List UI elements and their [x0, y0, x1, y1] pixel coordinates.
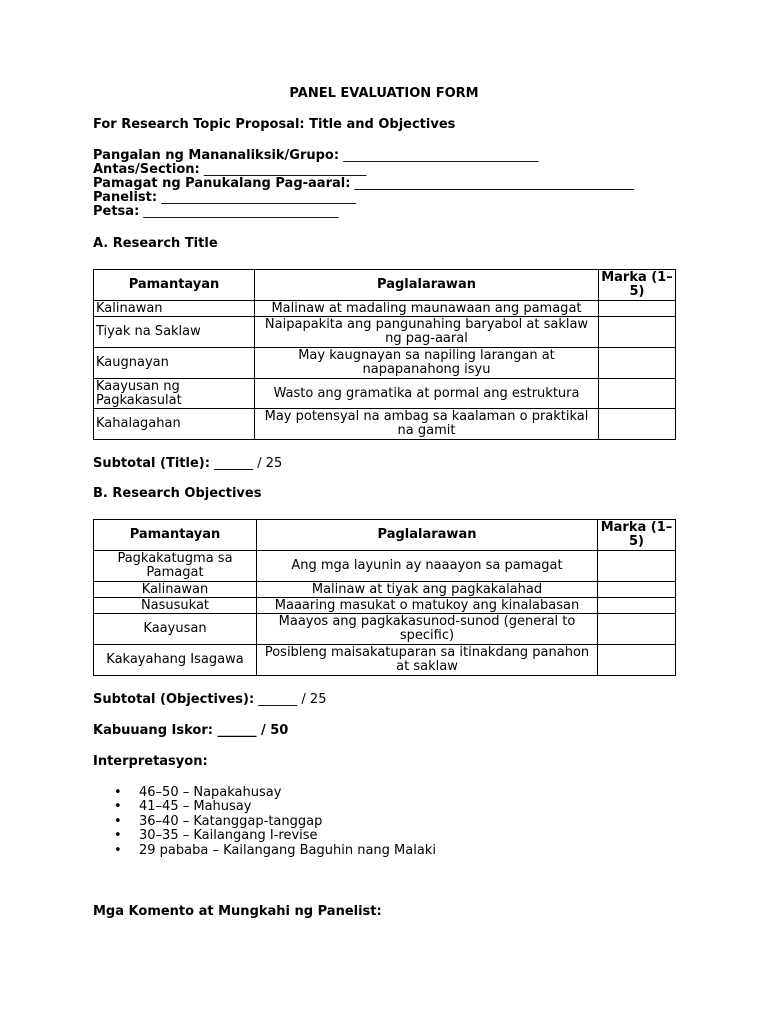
- description-cell: Maaaring masukat o matukoy ang kinalabasan: [257, 598, 598, 614]
- score-cell[interactable]: [599, 317, 676, 348]
- score-cell[interactable]: [598, 582, 676, 598]
- subtotal-label: Subtotal (Objectives):: [93, 692, 255, 707]
- criterion-cell: Kalinawan: [94, 301, 255, 317]
- field-researcher: [93, 149, 538, 163]
- criterion-cell: Kaugnayan: [94, 348, 255, 379]
- table-row: [94, 348, 676, 379]
- criterion-cell: Nasusukat: [94, 598, 257, 614]
- description-cell: Wasto ang gramatika at pormal ang estruktura: [255, 379, 599, 409]
- criterion-cell: Kaayusan: [94, 614, 257, 645]
- field-blank: ___________________________________________: [354, 176, 635, 191]
- score-cell[interactable]: [598, 614, 676, 645]
- criterion-cell: Kalinawan: [94, 582, 257, 598]
- score-cell[interactable]: [598, 551, 676, 582]
- comments-heading: Mga Komento at Mungkahi ng Panelist:: [93, 904, 382, 919]
- table-row: [94, 614, 676, 645]
- title-evaluation-table: [93, 269, 676, 440]
- header-description: Paglalarawan: [257, 520, 598, 551]
- score-cell[interactable]: [599, 301, 676, 317]
- objectives-evaluation-table: [93, 519, 676, 676]
- form-subtitle: For Research Topic Proposal: Title and Objectives: [93, 117, 456, 132]
- table-header-row: [94, 270, 676, 301]
- field-panelist: [93, 191, 356, 205]
- table-header-row: [94, 520, 676, 551]
- subtotal-title: [93, 457, 282, 471]
- total-score: Kabuuang Iskor: ______ / 50: [93, 723, 289, 738]
- subtotal-blank: ______ / 25: [209, 456, 283, 471]
- header-description: Paglalarawan: [255, 270, 599, 301]
- header-criterion: Pamantayan: [94, 270, 255, 301]
- field-proposal-title: [93, 177, 634, 191]
- interpretation-list: [93, 786, 436, 858]
- criterion-cell: Kahalagahan: [94, 409, 255, 440]
- description-cell: Ang mga layunin ay naaayon sa pamagat: [257, 551, 598, 582]
- description-cell: May kaugnayan sa napiling larangan at napapanahong isyu: [255, 348, 599, 379]
- criterion-cell: Kakayahang Isagawa: [94, 645, 257, 676]
- score-cell[interactable]: [599, 379, 676, 409]
- table-row: [94, 551, 676, 582]
- description-cell: May potensyal na ambag sa kaalaman o praktikal na gamit: [255, 409, 599, 440]
- table-row: [94, 379, 676, 409]
- interpretation-heading: Interpretasyon:: [93, 754, 208, 769]
- header-score: Marka (1–5): [599, 270, 676, 301]
- field-blank: ______________________________: [143, 204, 339, 219]
- form-title: PANEL EVALUATION FORM: [289, 86, 479, 101]
- description-cell: Maayos ang pagkakasunod-sunod (general to specific): [257, 614, 598, 645]
- table-row: [94, 317, 676, 348]
- field-date: [93, 205, 338, 219]
- field-label: Antas/Section:: [93, 162, 200, 177]
- field-label: Pangalan ng Mananaliksik/Grupo:: [93, 148, 340, 163]
- section-a-heading: A. Research Title: [93, 236, 218, 251]
- score-cell[interactable]: [599, 409, 676, 440]
- list-item: • 29 pababa – Kailangang Baguhin nang Malaki: [139, 844, 436, 858]
- table-row: [94, 301, 676, 317]
- list-item: • 36–40 – Katanggap-tanggap: [139, 815, 436, 829]
- section-b-heading: B. Research Objectives: [93, 486, 262, 501]
- field-label: Panelist:: [93, 190, 158, 205]
- list-item: • 41–45 – Mahusay: [139, 800, 436, 814]
- criterion-cell: Pagkakatugma sa Pamagat: [94, 551, 257, 582]
- score-cell[interactable]: [598, 598, 676, 614]
- subtotal-label: Subtotal (Title):: [93, 456, 210, 471]
- header-criterion: Pamantayan: [94, 520, 257, 551]
- description-cell: Naipapakita ang pangunahing baryabol at saklaw ng pag-aaral: [255, 317, 599, 348]
- field-label: Pamagat ng Panukalang Pag-aaral:: [93, 176, 351, 191]
- subtotal-objectives: [93, 693, 326, 707]
- field-section: [93, 163, 366, 177]
- score-cell[interactable]: [599, 348, 676, 379]
- table-row: [94, 582, 676, 598]
- description-cell: Posibleng maisakatuparan sa itinakdang panahon at saklaw: [257, 645, 598, 676]
- criterion-cell: Tiyak na Saklaw: [94, 317, 255, 348]
- field-blank: ______________________________: [161, 190, 357, 205]
- table-row: [94, 598, 676, 614]
- table-row: [94, 645, 676, 676]
- description-cell: Malinaw at tiyak ang pagkakalahad: [257, 582, 598, 598]
- header-score: Marka (1–5): [598, 520, 676, 551]
- list-item: • 46–50 – Napakahusay: [139, 786, 436, 800]
- field-blank: ______________________________: [343, 148, 539, 163]
- criterion-cell: Kaayusan ng Pagkakasulat: [94, 379, 255, 409]
- score-cell[interactable]: [598, 645, 676, 676]
- field-label: Petsa:: [93, 204, 140, 219]
- subtotal-blank: ______ / 25: [254, 692, 327, 707]
- description-cell: Malinaw at madaling maunawaan ang pamagat: [255, 301, 599, 317]
- field-blank: _________________________: [203, 162, 367, 177]
- table-row: [94, 409, 676, 440]
- list-item: • 30–35 – Kailangang I-revise: [139, 829, 436, 843]
